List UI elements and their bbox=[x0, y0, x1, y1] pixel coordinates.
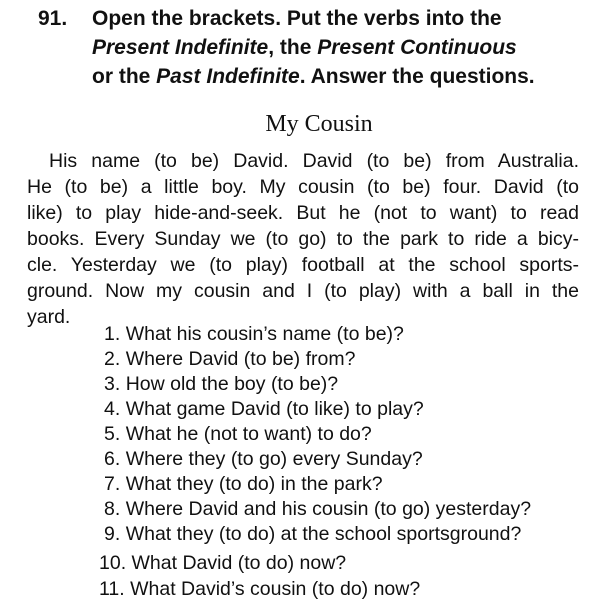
question-number: 7. bbox=[104, 473, 121, 495]
question-item bbox=[104, 372, 338, 397]
instruction-line-2 bbox=[92, 33, 517, 62]
instruction-text: , the bbox=[268, 36, 318, 59]
story-line: He (to be) a little boy. My cousin (to be) four. David (to bbox=[27, 176, 579, 198]
instruction-line-3 bbox=[92, 62, 535, 91]
question-number: 5. bbox=[104, 423, 121, 445]
question-item bbox=[99, 577, 420, 602]
story-line: cle. Yesterday we (to play) football at the school sports- bbox=[27, 254, 579, 276]
tense-past-indefinite: Past Indefinite bbox=[156, 65, 300, 88]
question-number: 10. bbox=[99, 552, 127, 574]
story-title: My Cousin bbox=[265, 111, 373, 137]
tense-present-indefinite: Present Indefinite bbox=[92, 36, 269, 59]
question-number: 4. bbox=[104, 398, 121, 420]
question-number: 11. bbox=[99, 578, 125, 600]
story-line: yard. bbox=[27, 306, 71, 328]
question-number: 8. bbox=[104, 498, 121, 520]
instruction-text: Open the brackets. Put the verbs into the bbox=[92, 7, 502, 30]
tense-present-continuous: Present Continuous bbox=[317, 36, 517, 59]
question-number: 2. bbox=[104, 348, 121, 370]
question-item bbox=[104, 447, 423, 472]
question-text: Where David (to be) from? bbox=[125, 348, 356, 370]
question-text: Where David and his cousin (to go) yesterday? bbox=[125, 498, 532, 520]
question-text: What David’s cousin (to do) now? bbox=[130, 578, 421, 600]
story-line: ground. Now my cousin and I (to play) with a ball in the bbox=[27, 280, 579, 302]
story-text bbox=[27, 148, 579, 330]
question-number: 3. bbox=[104, 373, 121, 395]
instruction-line-1 bbox=[92, 4, 502, 33]
story-line: His name (to be) David. David (to be) from Australia. bbox=[49, 150, 579, 172]
question-text: What David (to do) now? bbox=[131, 552, 347, 574]
question-item bbox=[104, 497, 531, 522]
question-text: What they (to do) in the park? bbox=[125, 473, 383, 495]
question-number: 9. bbox=[104, 523, 121, 545]
instruction-text: . Answer the questions. bbox=[299, 65, 535, 88]
story-line: books. Every Sunday we (to go) to the park to ride a bicy- bbox=[27, 228, 579, 250]
question-item bbox=[104, 472, 383, 497]
question-text: What he (not to want) to do? bbox=[125, 423, 372, 445]
instruction-text: or the bbox=[92, 65, 157, 88]
question-item bbox=[104, 322, 404, 347]
question-number: 6. bbox=[104, 448, 121, 470]
question-item bbox=[99, 551, 346, 576]
question-item bbox=[104, 422, 372, 447]
question-item bbox=[104, 347, 355, 372]
exercise-number: 91. bbox=[38, 7, 68, 30]
question-text: Where they (to go) every Sunday? bbox=[125, 448, 423, 470]
question-text: What his cousin’s name (to be)? bbox=[125, 323, 404, 345]
question-text: What game David (to like) to play? bbox=[125, 398, 424, 420]
question-item bbox=[104, 397, 424, 422]
question-item bbox=[104, 522, 521, 547]
question-number: 1. bbox=[104, 323, 121, 345]
story-line: like) to play hide-and-seek. But he (not to want) to read bbox=[27, 202, 579, 224]
question-text: What they (to do) at the school sportsground? bbox=[125, 523, 522, 545]
question-text: How old the boy (to be)? bbox=[125, 373, 339, 395]
